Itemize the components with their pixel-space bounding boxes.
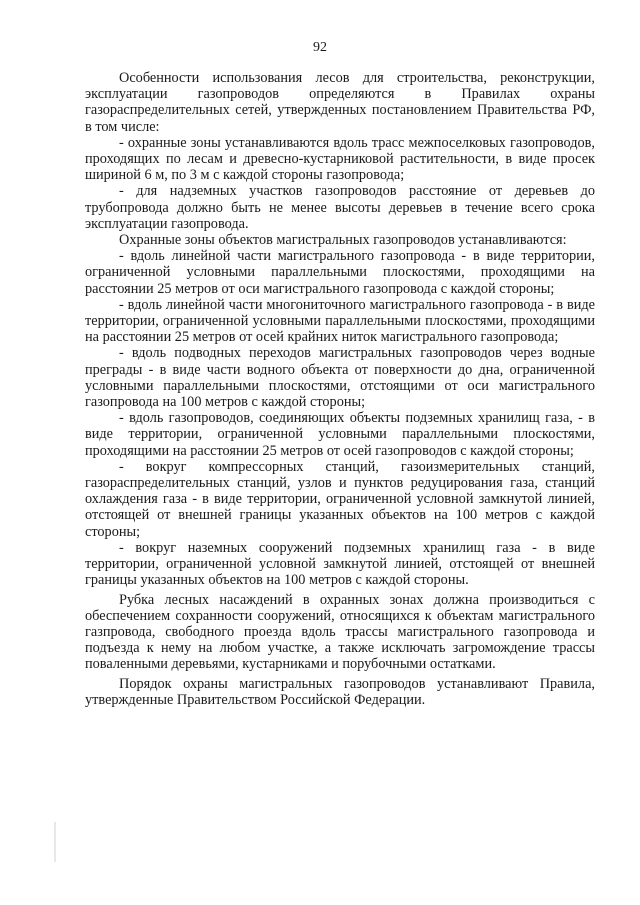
list-item-ground-facilities: - вокруг наземных сооружений подземных хранилищ газа - в виде территории, ограниченной условной замкнутой линией, отстоящей от внешней границы указанных объектов на 100 метров с каждой стороны. [85, 539, 595, 589]
list-item-gas-zone: - охранные зоны устанавливаются вдоль трасс межпоселковых газопроводов, проходящих по лесам и древесно-кустарниковой растительности, в виде просек шириной 6 м, по 3 м с каждой стороны газопровода; [85, 134, 595, 184]
list-item-multi-line: - вдоль линейной части многониточного магистрального газопровода - в виде территории, ограниченной условными параллельными плоскостями, проходящими на расстоянии 25 метров от осей крайних ниток магистрального газопровода; [85, 296, 595, 346]
page-number: 92 [313, 40, 327, 55]
scan-artifact [54, 822, 56, 862]
list-item-overhead-sections: - для надземных участков газопроводов расстояние от деревьев до трубопровода должно быть не менее высоты деревьев в течение всего срока эксплуатации газопровода. [85, 183, 595, 232]
list-item-compressor-stations: - вокруг компрессорных станций, газоизмерительных станций, газораспределительных станций, узлов и пунктов редуцирования газа, станций охлаждения газа - в виде территории, ограниченной условной замкнутой линией, отстоящей от внешней границы указанных объектов на 100 метров с каждой стороны; [85, 458, 595, 540]
paragraph-protection-rules: Порядок охраны магистральных газопроводов устанавливают Правила, утвержденные Правительством Российской Федерации. [85, 675, 595, 708]
list-item-underwater-crossings: - вдоль подводных переходов магистральных газопроводов через водные преграды - в виде части водного объекта от поверхности до дна, ограниченной условными параллельными плоскостями, отстоящими от оси магистрального газопровода на 100 метров с каждой стороны; [85, 345, 595, 411]
document-body [85, 70, 595, 708]
paragraph-main-pipeline-zones: Охранные зоны объектов магистральных газопроводов устанавливаются: [119, 232, 567, 249]
paragraph-tree-felling: Рубка лесных насаждений в охранных зонах должна производиться с обеспечением сохранности сооружений, относящихся к объектам магистрального газпровода, свободного проезда вдоль трассы магистрального газопровода и подъезда к нему на любом участке, а также исключать загромождение трассы поваленными деревьями, кустарниками и порубочными остатками. [85, 591, 595, 673]
list-item-storage-connections: - вдоль газопроводов, соединяющих объекты подземных хранилищ газа, - в виде территории, ограниченной условными параллельными плоскостями, проходящими на расстоянии 25 метров от осей газопроводов с каждой стороны; [85, 410, 595, 459]
paragraph-intro: Особенности использования лесов для строительства, реконструкции, эксплуатации газопроводов определяются в Правилах охраны газораспределительных сетей, утвержденных постановлением Правительства РФ, в том числе: [85, 70, 595, 135]
list-item-linear-part: - вдоль линейной части магистрального газопровода - в виде территории, ограниченной условными параллельными плоскостями, проходящими на расстоянии 25 метров от оси магистрального газопровода с каждой стороны; [85, 248, 595, 297]
